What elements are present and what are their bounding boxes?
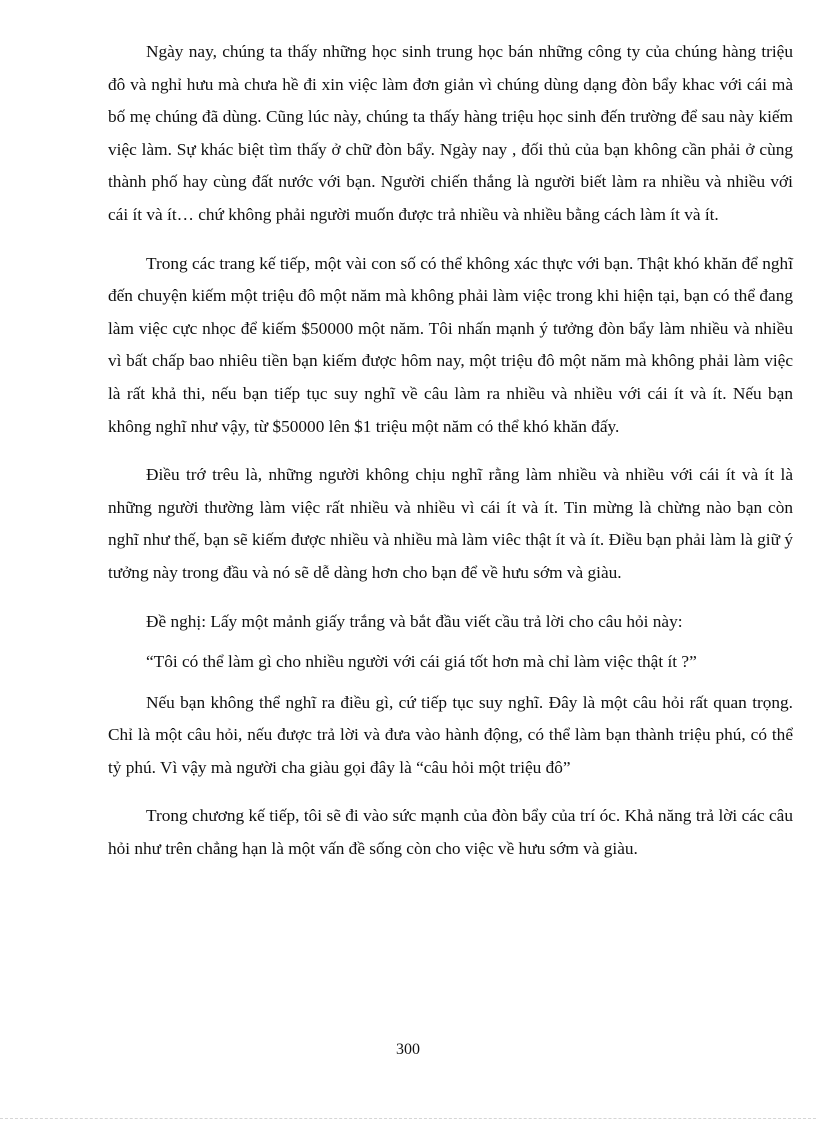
paragraph-5: Trong chương kế tiếp, tôi sẽ đi vào sức mạnh của đòn bẩy của trí óc. Khả năng trả lời các câu hỏi như trên chẳng hạn là một vấn đề sống còn cho việc về hưu sớm và giàu.: [108, 806, 793, 859]
paragraph-suggestion: Đề nghị: Lấy một mảnh giấy trắng và bắt đầu viết cầu trả lời cho câu hỏi này:: [146, 611, 683, 631]
body-text: [108, 36, 793, 882]
paragraph-3: Điều trớ trêu là, những người không chịu nghĩ rằng làm nhiều và nhiều với cái ít và ít là những người thường làm việc rất nhiều và nhiều vì cái ít và ít. Tin mừng là chừng nào bạn còn nghĩ như thế, bạn sẽ kiếm được nhiều và nhiều mà làm viêc thật ít và ít. Điều bạn phải làm là giữ ý tưởng này trong đầu và nó sẽ dễ dàng hơn cho bạn để về hưu sớm và giàu.: [108, 465, 793, 582]
page-number: 300: [396, 1041, 420, 1058]
page-bottom-divider: [0, 1118, 816, 1119]
paragraph-question: “Tôi có thể làm gì cho nhiều người với cái giá tốt hơn mà chỉ làm việc thật ít ?”: [146, 652, 697, 672]
paragraph-1: Ngày nay, chúng ta thấy những học sinh trung học bán những công ty của chúng hàng triệu đô và nghỉ hưu mà chưa hề đi xin việc làm đơn giản vì chúng dùng dạng đòn bẩy khac với cái mà bố mẹ chúng đã dùng. Cũng lúc này, chúng ta thấy hàng triệu học sinh đến trường để sau này kiếm việc làm. Sự khác biệt tìm thấy ở chữ đòn bẩy. Ngày nay , đối thủ của bạn không cần phải ở cùng thành phố hay cùng đất nước với bạn. Người chiến thắng là người biết làm ra nhiều và nhiều với cái ít và ít… chứ không phải người muốn được trả nhiều và nhiều bằng cách làm ít và ít.: [108, 42, 793, 224]
paragraph-2: Trong các trang kế tiếp, một vài con số có thể không xác thực với bạn. Thật khó khăn để nghĩ đến chuyện kiếm một triệu đô một năm mà không phải làm việc trong khi hiện tại, bạn có thể đang làm việc cực nhọc để kiếm $50000 một năm. Tôi nhấn mạnh ý tưởng đòn bẩy làm nhiều và nhiều vì bất chấp bao nhiêu tiền bạn kiếm được hôm nay, một triệu đô một năm mà không phải làm việc là rất khả thi, nếu bạn tiếp tục suy nghĩ về câu làm ra nhiều và nhiều với cái ít và ít. Nếu bạn không nghĩ như vậy, từ $50000 lên $1 triệu một năm có thể khó khăn đấy.: [108, 253, 793, 436]
paragraph-4: Nếu bạn không thể nghĩ ra điều gì, cứ tiếp tục suy nghĩ. Đây là một câu hỏi rất quan trọng. Chỉ là một câu hỏi, nếu được trả lời và đưa vào hành động, có thể làm bạn thành triệu phú, có thể tỷ phú. Vì vậy mà người cha giàu gọi đây là “câu hỏi một triệu đô”: [108, 692, 793, 777]
